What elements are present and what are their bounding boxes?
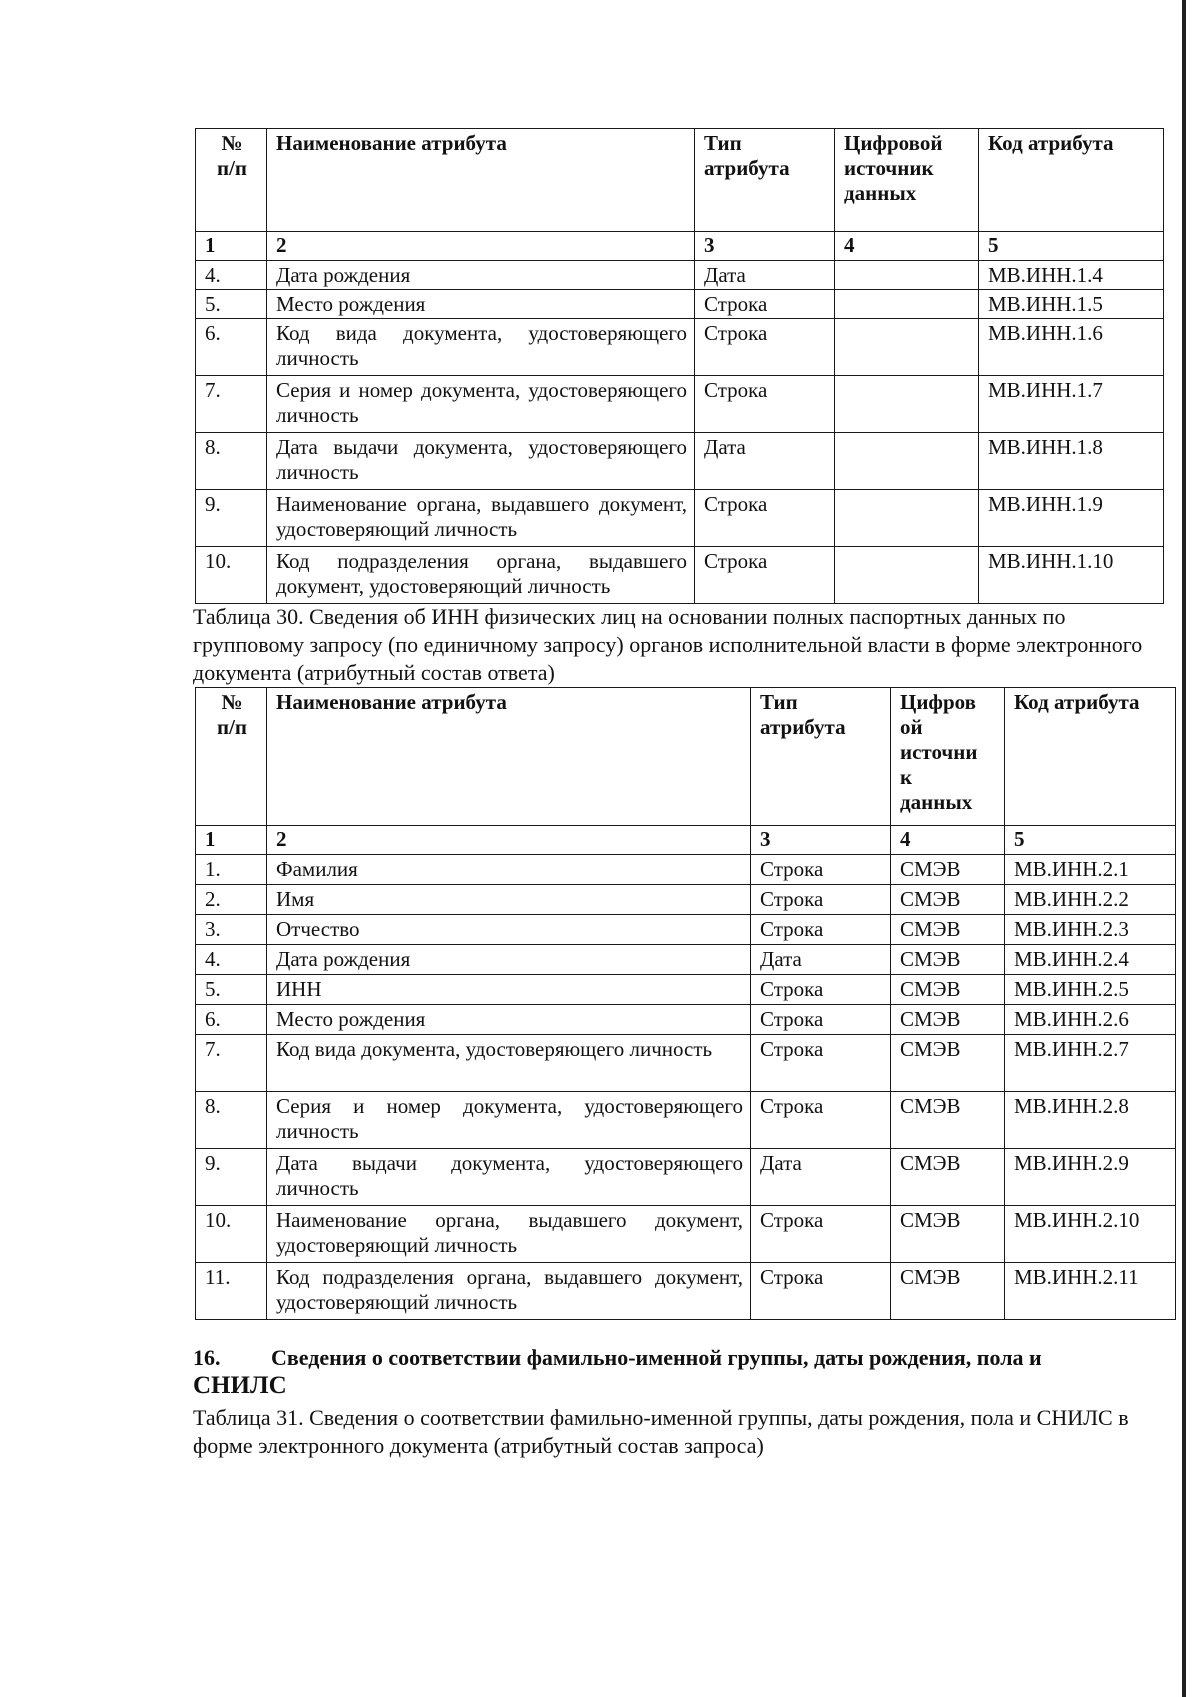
attribute-type: Строка xyxy=(751,1092,891,1149)
attribute-name: Код вида документа, удостоверяющего личность xyxy=(267,1035,751,1092)
digital-source xyxy=(835,290,979,319)
row-number: 3. xyxy=(196,915,267,945)
attribute-name: Наименование органа, выдавшего документ, удостоверяющий личность xyxy=(267,490,695,547)
table-row xyxy=(196,376,1164,433)
header-number: № п/п xyxy=(196,129,267,232)
attribute-name: Дата рождения xyxy=(267,945,751,975)
column-number: 5 xyxy=(979,232,1164,261)
digital-source: СМЭВ xyxy=(891,1149,1005,1206)
table-header-row xyxy=(196,129,1164,232)
table-row xyxy=(196,945,1176,975)
row-number: 9. xyxy=(196,1149,267,1206)
digital-source: СМЭВ xyxy=(891,915,1005,945)
attribute-table-continued xyxy=(195,128,1164,604)
attribute-code: МВ.ИНН.2.3 xyxy=(1005,915,1176,945)
attribute-code: МВ.ИНН.2.10 xyxy=(1005,1206,1176,1263)
attribute-code: МВ.ИНН.2.1 xyxy=(1005,855,1176,885)
row-number: 6. xyxy=(196,1005,267,1035)
table-row xyxy=(196,261,1164,290)
row-number: 11. xyxy=(196,1263,267,1320)
table-30-caption: Таблица 30. Сведения об ИНН физических лиц на основании полных паспортных данных по групповому запросу (по единичному запросу) органов исполнительной власти в форме электронного документа (атрибутный состав ответа) xyxy=(193,604,1143,685)
table-row xyxy=(196,433,1164,490)
column-number: 3 xyxy=(751,826,891,855)
attribute-type: Строка xyxy=(751,855,891,885)
section-number: 16. xyxy=(193,1345,221,1370)
header-number: № п/п xyxy=(196,688,267,826)
attribute-type: Строка xyxy=(695,319,835,376)
header-attribute-type: Тип атрибута xyxy=(695,129,835,232)
column-number: 4 xyxy=(891,826,1005,855)
header-digital-source: Цифров ой источни к данных xyxy=(891,688,1005,826)
attribute-type: Строка xyxy=(751,1263,891,1320)
digital-source: СМЭВ xyxy=(891,975,1005,1005)
attribute-name: Отчество xyxy=(267,915,751,945)
attribute-type: Строка xyxy=(695,490,835,547)
attribute-type: Строка xyxy=(695,290,835,319)
attribute-name: Код подразделения органа, выдавшего документ, удостоверяющий личность xyxy=(267,1263,751,1320)
table-body xyxy=(196,855,1176,1320)
section-title: Сведения о соответствии фамильно-именной группы, даты рождения, пола и xyxy=(271,1345,1042,1370)
table-row xyxy=(196,1035,1176,1092)
column-number: 3 xyxy=(695,232,835,261)
attribute-code: МВ.ИНН.2.8 xyxy=(1005,1092,1176,1149)
row-number: 10. xyxy=(196,547,267,604)
table-row xyxy=(196,490,1164,547)
attribute-type: Дата xyxy=(751,945,891,975)
attribute-code: МВ.ИНН.2.5 xyxy=(1005,975,1176,1005)
attribute-type: Дата xyxy=(695,433,835,490)
column-number: 2 xyxy=(267,826,751,855)
attribute-type: Строка xyxy=(751,885,891,915)
column-number: 1 xyxy=(196,232,267,261)
attribute-code: МВ.ИНН.1.9 xyxy=(979,490,1164,547)
digital-source: СМЭВ xyxy=(891,945,1005,975)
digital-source: СМЭВ xyxy=(891,1092,1005,1149)
table-row xyxy=(196,915,1176,945)
attribute-type: Строка xyxy=(751,1206,891,1263)
attribute-name: Имя xyxy=(267,885,751,915)
digital-source: СМЭВ xyxy=(891,1263,1005,1320)
attribute-code: МВ.ИНН.2.4 xyxy=(1005,945,1176,975)
attribute-type: Строка xyxy=(751,1005,891,1035)
digital-source: СМЭВ xyxy=(891,855,1005,885)
section-16-heading xyxy=(193,1344,1168,1400)
column-number-row xyxy=(196,232,1164,261)
table-row xyxy=(196,290,1164,319)
header-digital-source: Цифровой источник данных xyxy=(835,129,979,232)
row-number: 9. xyxy=(196,490,267,547)
column-number: 2 xyxy=(267,232,695,261)
table-row xyxy=(196,1263,1176,1320)
scan-page-edge xyxy=(1182,0,1186,1697)
attribute-type: Строка xyxy=(751,915,891,945)
column-number: 1 xyxy=(196,826,267,855)
table-row xyxy=(196,1005,1176,1035)
row-number: 7. xyxy=(196,376,267,433)
attribute-code: МВ.ИНН.1.8 xyxy=(979,433,1164,490)
attribute-name: Серия и номер документа, удостоверяющего личность xyxy=(267,1092,751,1149)
digital-source xyxy=(835,490,979,547)
attribute-table-30 xyxy=(195,687,1176,1320)
digital-source xyxy=(835,319,979,376)
header-attribute-type: Тип атрибута xyxy=(751,688,891,826)
attribute-code: МВ.ИНН.1.6 xyxy=(979,319,1164,376)
row-number: 1. xyxy=(196,855,267,885)
header-attribute-name: Наименование атрибута xyxy=(267,129,695,232)
attribute-type: Строка xyxy=(695,547,835,604)
digital-source: СМЭВ xyxy=(891,885,1005,915)
digital-source xyxy=(835,547,979,604)
table-header-row xyxy=(196,688,1176,826)
column-number: 5 xyxy=(1005,826,1176,855)
table-body xyxy=(196,261,1164,604)
table-row xyxy=(196,1092,1176,1149)
attribute-name: Место рождения xyxy=(267,1005,751,1035)
attribute-name: Наименование органа, выдавшего документ, удостоверяющий личность xyxy=(267,1206,751,1263)
row-number: 8. xyxy=(196,1092,267,1149)
row-number: 4. xyxy=(196,261,267,290)
row-number: 4. xyxy=(196,945,267,975)
attribute-type: Строка xyxy=(751,1035,891,1092)
attribute-name: Фамилия xyxy=(267,855,751,885)
section-title-continuation: СНИЛС xyxy=(193,1372,287,1399)
attribute-name: Код подразделения органа, выдавшего документ, удостоверяющий личность xyxy=(267,547,695,604)
attribute-code: МВ.ИНН.2.11 xyxy=(1005,1263,1176,1320)
digital-source: СМЭВ xyxy=(891,1035,1005,1092)
digital-source xyxy=(835,433,979,490)
header-attribute-code: Код атрибута xyxy=(979,129,1164,232)
attribute-name: Дата рождения xyxy=(267,261,695,290)
table-row xyxy=(196,319,1164,376)
header-attribute-name: Наименование атрибута xyxy=(267,688,751,826)
attribute-name: Код вида документа, удостоверяющего личность xyxy=(267,319,695,376)
attribute-code: МВ.ИНН.2.2 xyxy=(1005,885,1176,915)
row-number: 10. xyxy=(196,1206,267,1263)
digital-source xyxy=(835,376,979,433)
column-number-row xyxy=(196,826,1176,855)
table-31-caption: Таблица 31. Сведения о соответствии фамильно-именной группы, даты рождения, пола и СНИЛС в форме электронного документа (атрибутный состав запроса) xyxy=(193,1405,1129,1458)
table-row xyxy=(196,975,1176,1005)
attribute-code: МВ.ИНН.1.10 xyxy=(979,547,1164,604)
header-attribute-code: Код атрибута xyxy=(1005,688,1176,826)
attribute-code: МВ.ИНН.2.9 xyxy=(1005,1149,1176,1206)
attribute-code: МВ.ИНН.2.7 xyxy=(1005,1035,1176,1092)
digital-source: СМЭВ xyxy=(891,1005,1005,1035)
row-number: 5. xyxy=(196,290,267,319)
attribute-name: Серия и номер документа, удостоверяющего личность xyxy=(267,376,695,433)
attribute-type: Дата xyxy=(695,261,835,290)
attribute-code: МВ.ИНН.2.6 xyxy=(1005,1005,1176,1035)
table-row xyxy=(196,855,1176,885)
attribute-name: Место рождения xyxy=(267,290,695,319)
attribute-type: Дата xyxy=(751,1149,891,1206)
attribute-name: ИНН xyxy=(267,975,751,1005)
attribute-name: Дата выдачи документа, удостоверяющего личность xyxy=(267,433,695,490)
attribute-type: Строка xyxy=(695,376,835,433)
table-row xyxy=(196,885,1176,915)
table-row xyxy=(196,547,1164,604)
digital-source xyxy=(835,261,979,290)
row-number: 2. xyxy=(196,885,267,915)
table-row xyxy=(196,1206,1176,1263)
column-number: 4 xyxy=(835,232,979,261)
row-number: 5. xyxy=(196,975,267,1005)
row-number: 7. xyxy=(196,1035,267,1092)
attribute-type: Строка xyxy=(751,975,891,1005)
row-number: 6. xyxy=(196,319,267,376)
attribute-code: МВ.ИНН.1.4 xyxy=(979,261,1164,290)
table-row xyxy=(196,1149,1176,1206)
attribute-name: Дата выдачи документа, удостоверяющего личность xyxy=(267,1149,751,1206)
row-number: 8. xyxy=(196,433,267,490)
attribute-code: МВ.ИНН.1.5 xyxy=(979,290,1164,319)
attribute-code: МВ.ИНН.1.7 xyxy=(979,376,1164,433)
digital-source: СМЭВ xyxy=(891,1206,1005,1263)
